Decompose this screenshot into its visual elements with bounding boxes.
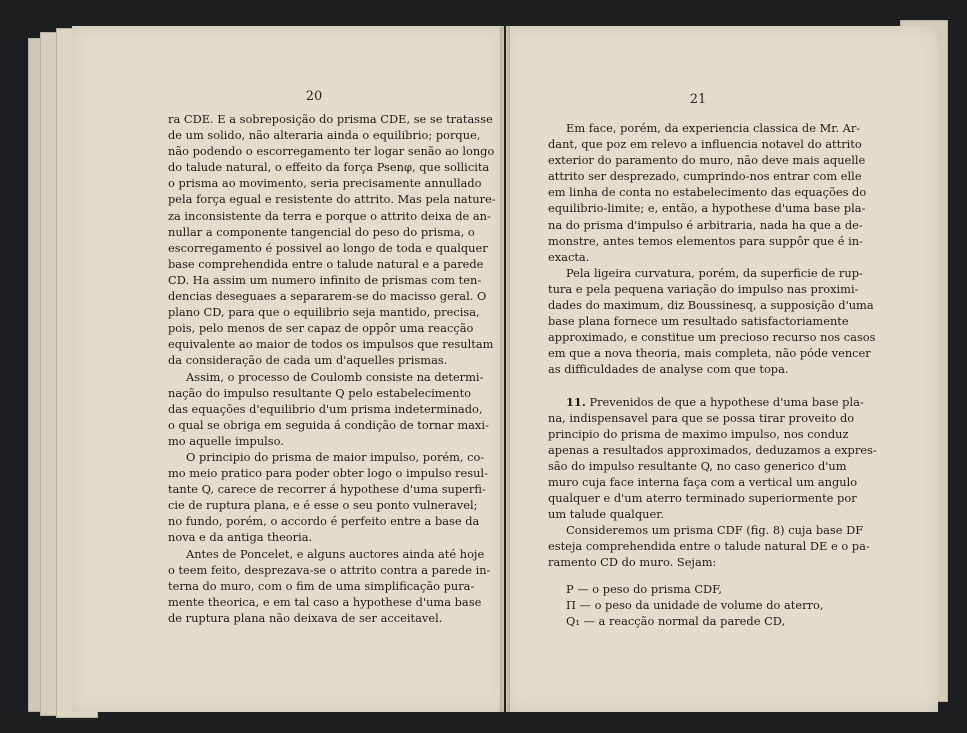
text-line: esteja comprehendida entre o talude natural DE e o pa- xyxy=(548,539,870,554)
text-line: tura e pela pequena variação do impulso nas proximi- xyxy=(548,281,859,296)
text-line: terna do muro, com o fim de uma simplificação pura- xyxy=(168,578,475,593)
text-line: Pela ligeira curvatura, porém, da superficie de rup- xyxy=(566,265,863,280)
text-line: base plana fornece um resultado satisfactoriamente xyxy=(548,314,849,329)
text-line: são do impulso resultante Q, no caso generico d'um xyxy=(548,458,847,473)
text-line: dant, que poz em relevo a influencia notavel do attrito xyxy=(548,137,862,152)
text-line: mo meio pratico para poder obter logo o impulso resul- xyxy=(168,466,488,481)
text-line: mente theorica, e em tal caso a hypothese d'uma base xyxy=(168,594,482,609)
text-line: nova e da antiga theoria. xyxy=(168,530,313,545)
text-line: apenas a resultados approximados, deduzamos a expres- xyxy=(548,442,877,457)
text-line: ramento CD do muro. Sejam: xyxy=(548,555,717,570)
definition-item: Π — o peso da unidade de volume do aterro, xyxy=(566,597,824,612)
text-line: monstre, antes temos elementos para suppôr que é in- xyxy=(548,233,863,248)
definition-item: Q₁ — a reacção normal da parede CD, xyxy=(566,613,786,628)
text-line: O principio do prisma de maior impulso, porém, co- xyxy=(186,449,485,464)
section-first-line-text: Prevenidos de que a hypothese d'uma base pla- xyxy=(589,394,864,409)
text-line: nação do impulso resultante Q pelo estabelecimento xyxy=(168,385,472,400)
section-gap xyxy=(548,378,844,394)
text-line: attrito ser desprezado, cumprindo-nos entrar com elle xyxy=(548,169,862,184)
text-line: tante Q, carece de recorrer á hypothese d'uma superfi- xyxy=(168,482,486,497)
text-line: Antes de Poncelet, e alguns auctores ainda até hoje xyxy=(186,546,485,561)
text-line: escorregamento é possivel ao longo de toda e qualquer xyxy=(168,240,488,255)
text-line: no fundo, porém, o accordo é perfeito entre a base da xyxy=(168,514,480,529)
text-line: o qual se obriga em seguida á condição de tornar maxi- xyxy=(168,417,489,432)
text-line: base comprehendida entre o talude natural e a parede xyxy=(168,256,484,271)
text-line: de um solido, não alteraria ainda o equilibrio; porque, xyxy=(168,128,481,143)
right-page-text xyxy=(548,120,877,629)
text-line: mo aquelle impulso. xyxy=(168,433,284,448)
text-line: cie de ruptura plana, e é esse o seu ponto vulneravel; xyxy=(168,498,478,513)
section-number: 11. xyxy=(566,394,586,409)
text-line: o teem feito, desprezava-se o attrito contra a parede in- xyxy=(168,562,491,577)
text-line: em linha de conta no estabelecimento das equações do xyxy=(548,185,867,200)
text-line: não podendo o escorregamento ter logar senão ao longo xyxy=(168,144,495,159)
page-number-right: 21 xyxy=(689,92,707,107)
text-line: em que a nova theoria, mais completa, não póde vencer xyxy=(548,346,871,361)
text-line: nullar a componente tangencial do peso do prisma, o xyxy=(168,224,475,239)
section-paragraphs xyxy=(548,410,877,571)
section-first-line xyxy=(548,394,864,410)
book-gutter xyxy=(500,26,510,712)
page-number-left: 20 xyxy=(305,89,323,104)
text-line: exacta. xyxy=(548,249,590,264)
text-line: exterior do paramento do muro, não deve mais aquelle xyxy=(548,153,866,168)
text-line: Assim, o processo de Coulomb consiste na determi- xyxy=(186,369,484,384)
definition-item: P — o peso do prisma CDF, xyxy=(566,581,722,596)
text-line: muro cuja face interna faça com a vertical um angulo xyxy=(548,474,858,489)
text-line: dades do maximum, diz Boussinesq, a supposição d'uma xyxy=(548,298,874,313)
definitions-list xyxy=(548,581,844,629)
text-line: das equações d'equilibrio d'um prisma indeterminado, xyxy=(168,401,483,416)
text-line: CD. Ha assim um numero infinito de prismas com ten- xyxy=(168,272,482,287)
right-paragraphs xyxy=(548,120,876,378)
text-line: um talude qualquer. xyxy=(548,507,665,522)
text-line: na do prisma d'impulso é arbitraria, nada ha que a de- xyxy=(548,217,863,232)
text-line: de ruptura plana não deixava de ser acceitavel. xyxy=(168,610,443,625)
text-line: Consideremos um prisma CDF (fig. 8) cuja base DF xyxy=(566,523,864,538)
text-line: approximado, e constitue um precioso recurso nos casos xyxy=(548,330,876,345)
text-line: do talude natural, o effeito da força Psenφ, que sollicita xyxy=(168,160,490,175)
text-line: Em face, porém, da experiencia classica de Mr. Ar- xyxy=(566,121,861,135)
text-line: da consideração de cada um d'aquelles prismas. xyxy=(168,353,448,368)
text-line: ra CDE. E a sobreposição do prisma CDE, se se tratasse xyxy=(168,112,493,126)
text-line: na, indispensavel para que se possa tirar proveito do xyxy=(548,410,855,425)
text-line: dencias deseguaes a separarem-se do macisso geral. O xyxy=(168,289,487,304)
text-line: za inconsistente da terra e porque o attrito deixa de an- xyxy=(168,208,491,223)
text-line: pois, pelo menos de ser capaz de oppôr uma reacção xyxy=(168,321,474,336)
text-line: o prisma ao movimento, seria precisamente annullado xyxy=(168,176,482,191)
text-line: qualquer e d'um aterro terminado superiormente por xyxy=(548,491,857,506)
left-page-text xyxy=(168,111,496,626)
text-line: pela força egual e resistente do attrito. Mas pela nature- xyxy=(168,192,496,207)
text-line: as difficuldades de analyse com que topa. xyxy=(548,362,789,377)
definitions-gap xyxy=(548,571,844,581)
text-line: principio do prisma de maximo impulso, nos conduz xyxy=(548,426,849,441)
text-line: plano CD, para que o equilibrio seja mantido, precisa, xyxy=(168,305,480,320)
text-line: equivalente ao maior de todos os impulsos que resultam xyxy=(168,337,494,352)
text-line: equilibrio-limite; e, então, a hypothese d'uma base pla- xyxy=(548,201,866,216)
